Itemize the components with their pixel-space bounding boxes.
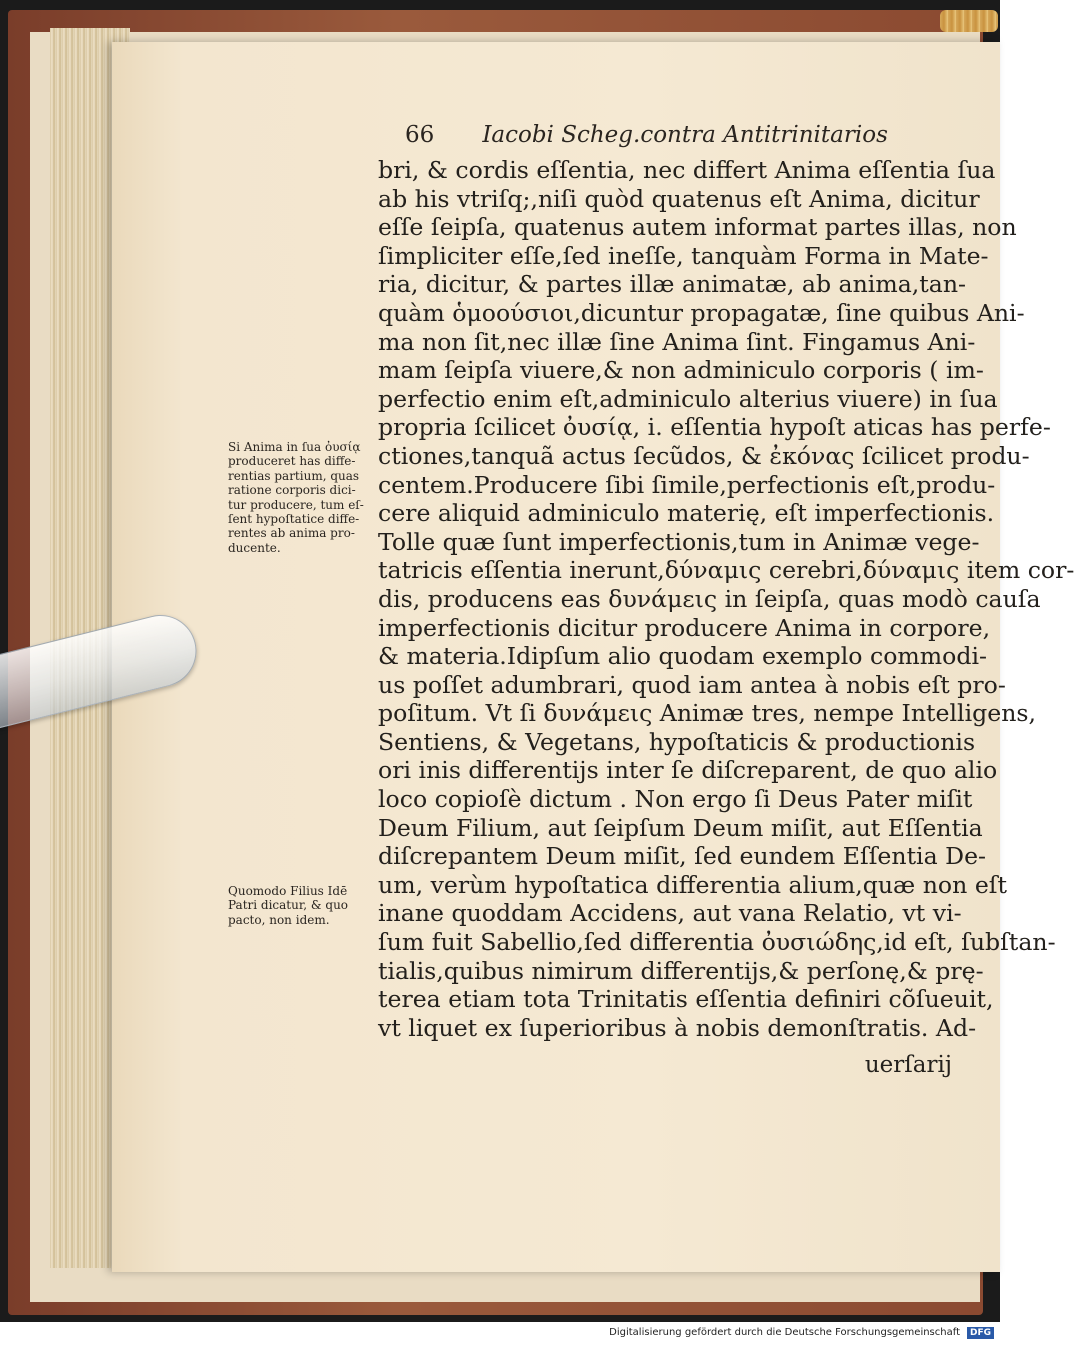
text-line: quàm ὁμοούσιοι,dicuntur propagatæ, ſine quibus Ani- (378, 298, 1025, 327)
marginal-note-line: Quomodo Filius Idē (228, 884, 348, 898)
text-line: vt liquet ex ſuperioribus à nobis demonſtratis. Ad- (378, 1013, 977, 1042)
text-line: propria ſcilicet ὀυσίᾳ, i. eſſentia hypoſt aticas has perfe- (378, 413, 1051, 442)
marginal-note-filius (228, 884, 376, 927)
marginal-note-line: pacto, non idem. (228, 912, 330, 927)
text-line: ria, dicitur, & partes illæ animatæ, ab anima,tan- (378, 270, 967, 299)
catchword: uerſarij (864, 1052, 952, 1078)
marginal-note-line: ducente. (228, 540, 281, 555)
text-line: inane quoddam Accidens, aut vana Relatio, vt vi- (378, 899, 962, 928)
text-line: um, verùm hypoſtatica differentia alium,quæ non eſt (378, 870, 1008, 899)
running-head (405, 122, 965, 156)
text-line: ſimpliciter eſſe,ſed ineſſe, tanquàm Forma in Mate- (378, 241, 989, 270)
text-line: centem.Producere ſibi ſimile,perfectionis eſt,produ- (378, 470, 996, 499)
text-line: perfectio enim eſt,adminiculo alterius viuere) in ſua (378, 384, 998, 413)
marginal-note-line: rentes ab anima pro- (228, 526, 355, 541)
text-line: cere aliquid adminiculo materię, eſt imperfectionis. (378, 499, 995, 528)
text-line: Sentiens, & Vegetans, hypoſtaticis & productionis (378, 727, 976, 756)
footer-bar (0, 1323, 1000, 1345)
text-line: poſitum. Vt ſi δυνάμεις Animæ tres, nempe Intelligens, (378, 699, 1036, 728)
bookmark-ribbon (940, 10, 998, 32)
dfg-logo: DFG (967, 1327, 994, 1339)
text-line: ctiones,tanquã actus ſecũdos, & ἐκόνας ſcilicet produ- (378, 441, 1030, 470)
text-line: Deum Filium, aut ſeipſum Deum miſit, aut Eſſentia (378, 813, 983, 842)
marginal-note-line: rentias partium, quas (228, 468, 360, 483)
running-title: Iacobi Scheg.contra Antitrinitarios (482, 122, 888, 148)
marginal-note-line: Patri dicatur, & quo (228, 898, 349, 913)
page-number: 66 (405, 122, 435, 148)
funding-credit: Digitalisierung gefördert durch die Deutsche Forschungsgemeinschaft (609, 1327, 960, 1338)
text-line: tialis,quibus nimirum differentijs,& perſonę,& prę- (378, 956, 984, 985)
text-line: ori inis differentijs inter ſe diſcreparent, de quo alio (378, 756, 998, 785)
text-line: mam ſeipſa viuere,& non adminiculo corporis ( im- (378, 356, 984, 385)
main-text-block (378, 156, 1074, 1042)
text-line: eſſe ſeipſa, quatenus autem informat partes illas, non (378, 213, 1017, 242)
text-line: ab his vtriſq;,niſi quòd quatenus eſt Anima, dicitur (378, 184, 980, 213)
text-line: imperfectionis dicitur producere Anima in corpore, (378, 613, 991, 642)
text-line: loco copioſè dictum . Non ergo ſi Deus Pater miſit (378, 785, 973, 814)
text-line: dis, producens eas δυνάμεις in ſeipſa, quas modò cauſa (378, 584, 1041, 613)
marginal-note-line: produceret has diffe- (228, 454, 356, 469)
marginal-note-line: Si Anima in ſua ὀυσίᾳ (228, 440, 361, 454)
text-line: Tolle quæ ſunt imperfectionis,tum in Animæ vege- (378, 527, 980, 556)
text-line: ma non ſit,nec illæ ſine Anima ſint. Fingamus Ani- (378, 327, 976, 356)
text-line: ſum fuit Sabellio,ſed differentia ὀυσιώδης,id eſt, ſubſtan- (378, 928, 1056, 957)
text-line: diſcrepantem Deum miſit, ſed eundem Eſſentia De- (378, 842, 987, 871)
text-line: terea etiam tota Trinitatis eſſentia definiri cõſueuit, (378, 985, 994, 1014)
marginal-note-line: ſent hypoſtatice diffe- (228, 511, 360, 526)
text-line: & materia.Idipſum alio quodam exemplo commodi- (378, 642, 988, 671)
text-line: tatricis eſſentia inerunt,δύναμις cerebri,δύναμις item cor- (378, 556, 1074, 585)
marginal-note-line: ratione corporis dici- (228, 483, 356, 498)
marginal-note-line: tur producere, tum eſ- (228, 497, 364, 512)
text-line: bri, & cordis eſſentia, nec differt Anima eſſentia ſua (378, 156, 996, 184)
text-line: us poſſet adumbrari, quod iam antea à nobis eſt pro- (378, 670, 1006, 699)
marginal-note-anima (228, 440, 376, 555)
